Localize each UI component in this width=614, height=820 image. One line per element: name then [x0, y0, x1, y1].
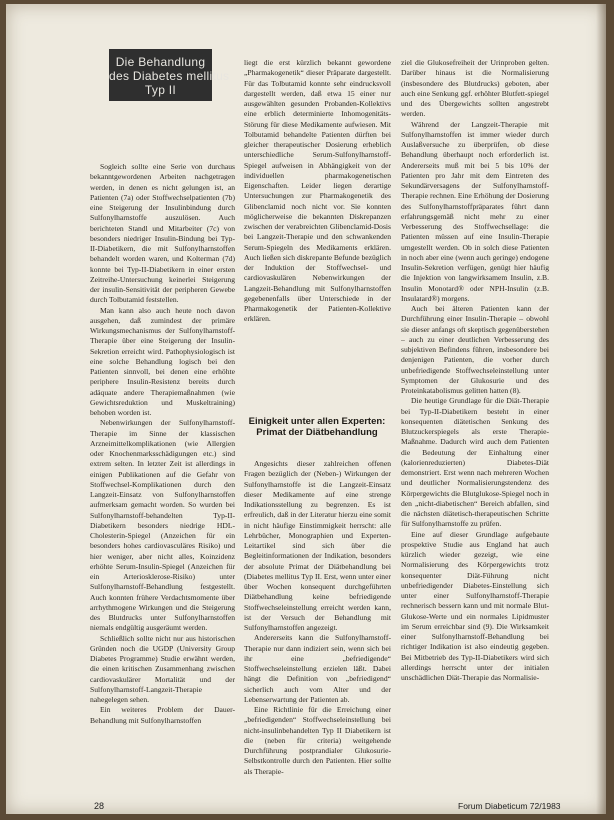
paragraph: Andererseits kann die Sulfonylharnstoff-Therapie nur dann indiziert sein, wenn sich bei ihr eine „befriedigende“ Stoffwechseleinstellung erzielen läßt. Dabei hängt die Definition von „befriedigend“ sicherlich auch vom Alter und der Lebenserwartung der Patienten ab. — [244, 633, 391, 704]
paragraph: Schließlich sollte nicht nur aus historischen Gründen noch die UGDP (University Group Diabetes Programme) Studie erwähnt werden, die einen kritischen Zusammenhang zwischen cardiovaskulärer Mortalität und der Sulfonylharnstoff-Langzeit-Therapie nahegelegen sehen. — [90, 633, 235, 704]
paragraph: Während der Langzeit-Therapie mit Sulfonylharnstoffen ist immer wieder durch Auslaßversuche zu überprüfen, ob diese Behandlung überhaupt noch erforderlich ist. Andererseits muß mit bei 5 bis 10% der Patienten pro Jahr mit dem Eintreten des Sekundärversagens der Sulfonylharnstoff-Therapie rechnen. Eine Erhöhung der Dosierung des Sulfonylharnstoffpräparates führt dann erfahrungsgemäß nicht mehr zu einer Verbesserung des Stoffwechsellage: die Patienten müssen auf eine Insulin-Therapie umgestellt werden. Ob in solch diese Patienten in noch aber eine (wenn auch geringe) endogene Insulin-Sekretion verfügen, genügt hier häufig die Injektion von langwirksamem Insulin, z.B. Insulin Monotard® oder NPH-Insulin (z.B. Insulatard®) morgens. — [401, 119, 549, 303]
paragraph: Ein weiteres Problem der Dauer-Behandlung mit Sulfonylharnstoffen — [90, 705, 235, 725]
paragraph: Eine Richtlinie für die Erreichung einer „befriedigenden“ Stoffwechseleinstellung bei nicht-insulinbehandelten Typ II Diabetikern ist die (neben für criteria) weitgehende Durchführung postprandialer Glukosurie-Selbstkontrolle durch den Patienten. Hier sollte als Therapie- — [244, 705, 391, 776]
text-column-3 — [401, 58, 549, 807]
paragraph: Sogleich sollte eine Serie von durchaus bekanntgewordenen Arbeiten nachgetragen werden, in denen es nicht gelungen ist, an Patienten (7a) oder Stoffwechselpatienten (7b) eine Steigerung der Insulinbindung durch Sulfonylharnstoffe auszulösen. Auch berichteten Standl und Mitarbeiter (7c) von besonders niedriger Insulin-Bindung bei Typ-II-Diabetikern, die mit Sulfonylharnstoffen behandelt worden waren, und Kolterman (7d) konnte bei Typ-II-Diabetikern in einer ersten Zeitreihe-Untersuchung keinerlei Steigerung der insulin-Sensitivität der peripheren Gewebe durch Tolbutamid feststellen. — [90, 162, 235, 305]
title-line: Typ II — [144, 83, 177, 97]
page-number: 28 — [94, 801, 105, 811]
title-line: Die Behandlung — [115, 55, 206, 69]
section-subheading: Einigkeit unter allen Experten: Primat der Diätbehandlung — [248, 416, 386, 438]
paragraph: Nebenwirkungen der Sulfonylharnstoff-Therapie im Sinne der klassischen Arzneimittelkomplikationen (wie Allergien oder Knochenmarksschädigungen etc.) sind extrem selten. In letzter Zeit ist allerdings in einigen Publikationen auf die Gefahr von Stoffwechsel-Komplikationen durch den Langzeit-Einsatz von Sulfonylharnstoffen aufmerksam gemacht worden. So wurden bei Sulfonylharnstoff-behandelten Typ-II-Diabetikern besonders niedrige HDL-Cholesterin-Spiegel (Anzeichen für ein besonders hohes cardiovasculäres Risiko) und hier weniger, aber nicht alles, Koinzidenz erhöhte Serum-Insulin-Spiegel (Anzeichen für ein Arteriosklerose-Risiko) unter Sulfonylharnstoff-Behandlung festgestellt. Auch konnten frühere Verdachtsmomente über arrhythmogene Wirkungen und die Steigerung des Blutdrucks unter Sulfonylharnstoffen niemals endgültig ausgeräumt werden. — [90, 418, 235, 633]
article-title-box — [109, 49, 230, 101]
paragraph: Auch bei älteren Patienten kann der Durchführung einer Insulin-Therapie – obwohl sie dieser anfangs oft skeptisch gegenüberstehen – auch zu einer deutlichen Verbesserung des subjektiven Befindens führen, insbesondere bei denjenigen Patienten, die vorher durch unbefriedigende Stoffwechseleinstellung unter Symptomen der Glukosurie und des Proteinkatabolismus gelitten hatten (8). — [401, 304, 549, 395]
paragraph: ziel die Glukosefreiheit der Urinproben gelten. Darüber hinaus ist die Normalisierung (insbesondere des Blutdrucks) geboten, aber auch eine Senkung ggf. erhöhter Blutfett-spiegel und des Übergewichts sollten angestrebt werden. — [401, 58, 549, 119]
paragraph: Eine auf dieser Grundlage aufgebaute prospektive Studie aus England hat auch kürzlich wieder gezeigt, wie eine Normalisierung des Körpergewichts trotz konsequenter Diät-Führung nicht unbefriedigender Diabetes-Einstellung sich unter einer Sulfonylharnstoff-Therapie rechnerisch bessern kann und mit normale Blut-Glukose-Werte und ein normales Lipidmuster im Serum erreichbar sind (9). Die Wirksamkeit einer Sulfonylharnstoff-Behandlung bei richtiger Indikation ist also eindeutig gegeben. Bei Mitbetrieb des Typ-II-Diabetikers wird sich allerdings herrscht unter der initialen unschädlichen Diät-Therapie das Normalisie- — [401, 529, 549, 682]
text-column-1 — [90, 162, 235, 807]
paragraph: liegt die erst kürzlich bekannt gewordene „Pharmakogenetik“ dieser Präparate dargestellt. Für das Tolbutamid konnte sehr eindrucksvoll dargestellt werden, daß etwa 15 einer nur ausgewählten gesunden Probanden-Kollektivs eine erblich determinierte Inhomogenitäts-Störung für diese Medikamente aufwiesen. Mit Tolbutamid behandelte Patienten dürften bei gleicher therapeutischer Dosierung erheblich unterschiedliche Serum-Sulfonylharnstoff-Spiegel aufweisen in Abhängigkeit von der individuellen pharmakogenetischen Eigenschaften. Leider liegen derartige Untersuchungen zur Pharmakogenetik des Glibenclamid noch nicht vor. Sie konnten möglicherweise die bekannten Diskrepanzen zwischen der verabreichten Glibenclamid-Dosis bei Langzeit-Therapie und den schwankenden Serum-Spiegeln des Medikaments erklären. Auch ließen sich diskrepante Befunde bezüglich der Induktion der Stoffwechsel- und cardiovaskulären Nebenwirkungen der Langzeit-Behandlung mit Sulfonylharnstoffen gegebenenfalls über Unterschiede in der Pharmakogenetik der Patienten-Kollektive erklären. — [244, 58, 391, 324]
page-edge-shadow — [596, 4, 606, 814]
magazine-page — [6, 4, 606, 814]
text-column-2-top — [244, 58, 391, 440]
paragraph: Die heutige Grundlage für die Diät-Therapie bei Typ-II-Diabetikern besteht in einer konsequenten diätetischen Senkung des Blutzuckerspiegels als erste Therapie-Maßnahme. Dadurch wird auch dem Patienten die Bedeutung der Einhaltung einer (kalorienreduzierten) Diabetes-Diät demonstriert. Erst wenn nach mehreren Wochen und deutlicher Normalisierungstendenz des Körpergewichts die Blutglukose-Spiegel noch in den „nicht-diabetischen“ Bereich abfallen, sind die nächsten diätetisch-therapeutischen Schritte für Sulfonylharnstoffe zu prüfen. — [401, 396, 549, 529]
journal-citation: Forum Diabeticum 72/1983 — [458, 801, 561, 811]
paragraph: Angesichts dieser zahlreichen offenen Fragen bezüglich der (Neben-) Wirkungen der Sulfonylharnstoffe ist die Langzeit-Einsatz dieser Medikamente auf eine strenge Indikationsstellung zu begrenzen. Es ist erfreulich, daß in der Literatur hierzu eine somit in nicht häufige Einstimmigkeit herrscht: alle Lehrbücher, Monographien und Experten-Leitartikel sind sich über die Begleitinformationen der Indikation, besonders der absolute Primat der Diätbehandlung bei (Diabetes mellitus Typ II. Erst, wenn unter einer über Wochen konsequent durchgeführten Diätbehandlung keine befriedigende Stoffwechseleinstellung erreicht werden kann, ist der Versuch der Behandlung mit Sulfonylharnstoffen angezeigt. — [244, 459, 391, 632]
text-column-2-bottom — [244, 459, 391, 807]
title-line: des Diabetes mellitus — [109, 69, 230, 83]
paragraph: Man kann also auch heute noch davon ausgehen, daß zumindest der primäre Wirkungsmechanismus der Sulfonylharnstoff-Therapie über eine Steigerung der Insulin-Sekretion erreicht wird. Pathophysiologisch ist eine solche Behandlung logisch bei den Patienten sinnvoll, bei denen eine erhöhte periphere Insulin-Resistenz bereits durch adäquate andere Therapiemaßnahmen (wie Gewichtsreduktion und Muskeltraining) behoben worden ist. — [90, 305, 235, 417]
